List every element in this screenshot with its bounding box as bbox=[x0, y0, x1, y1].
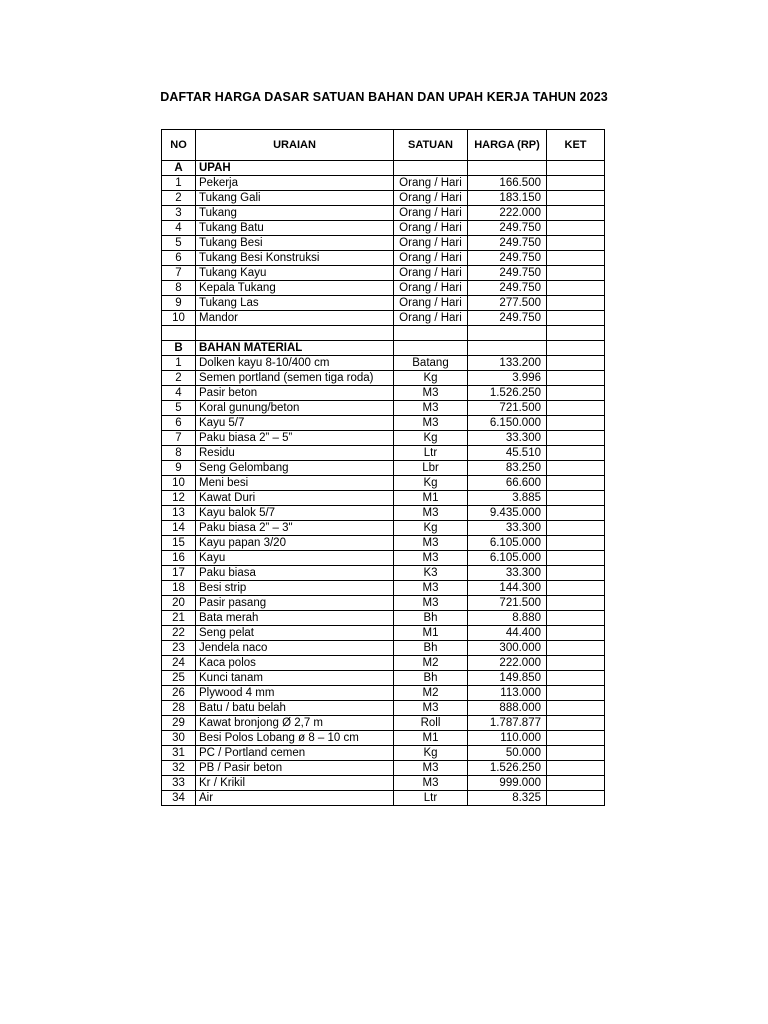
table-row bbox=[162, 416, 605, 431]
row-harga: 50.000 bbox=[468, 746, 547, 761]
row-harga: 277.500 bbox=[468, 296, 547, 311]
empty-cell bbox=[196, 326, 394, 341]
row-ket bbox=[547, 446, 605, 461]
row-ket bbox=[547, 311, 605, 326]
row-harga: 249.750 bbox=[468, 311, 547, 326]
row-ket bbox=[547, 641, 605, 656]
row-uraian: Kawat bronjong Ø 2,7 m bbox=[196, 716, 394, 731]
row-no: 20 bbox=[162, 596, 196, 611]
row-ket bbox=[547, 701, 605, 716]
row-ket bbox=[547, 371, 605, 386]
row-ket bbox=[547, 296, 605, 311]
row-harga: 249.750 bbox=[468, 221, 547, 236]
row-harga: 6.105.000 bbox=[468, 551, 547, 566]
row-uraian: Dolken kayu 8-10/400 cm bbox=[196, 356, 394, 371]
empty-cell bbox=[468, 326, 547, 341]
row-ket bbox=[547, 251, 605, 266]
row-satuan: M3 bbox=[394, 401, 468, 416]
row-harga: 149.850 bbox=[468, 671, 547, 686]
row-no: 2 bbox=[162, 371, 196, 386]
price-table bbox=[161, 129, 605, 806]
table-row bbox=[162, 596, 605, 611]
row-satuan: M3 bbox=[394, 386, 468, 401]
row-ket bbox=[547, 581, 605, 596]
row-ket bbox=[547, 686, 605, 701]
row-no: 4 bbox=[162, 386, 196, 401]
row-no: 3 bbox=[162, 206, 196, 221]
table-row bbox=[162, 521, 605, 536]
row-uraian: PB / Pasir beton bbox=[196, 761, 394, 776]
row-no: 5 bbox=[162, 236, 196, 251]
row-satuan: Kg bbox=[394, 521, 468, 536]
row-no: 7 bbox=[162, 431, 196, 446]
row-satuan: M3 bbox=[394, 551, 468, 566]
row-harga: 249.750 bbox=[468, 236, 547, 251]
row-uraian: Koral gunung/beton bbox=[196, 401, 394, 416]
spacer-row bbox=[162, 326, 605, 341]
row-uraian: Tukang Batu bbox=[196, 221, 394, 236]
row-no: 31 bbox=[162, 746, 196, 761]
row-satuan: Kg bbox=[394, 476, 468, 491]
row-satuan: M1 bbox=[394, 491, 468, 506]
row-harga: 888.000 bbox=[468, 701, 547, 716]
row-ket bbox=[547, 551, 605, 566]
row-no: 25 bbox=[162, 671, 196, 686]
row-no: 30 bbox=[162, 731, 196, 746]
row-satuan: Orang / Hari bbox=[394, 191, 468, 206]
section-code: B bbox=[162, 341, 196, 356]
row-harga: 3.885 bbox=[468, 491, 547, 506]
row-uraian: Kayu balok 5/7 bbox=[196, 506, 394, 521]
row-uraian: Kunci tanam bbox=[196, 671, 394, 686]
row-harga: 222.000 bbox=[468, 206, 547, 221]
row-satuan: Batang bbox=[394, 356, 468, 371]
empty-cell bbox=[547, 341, 605, 356]
row-satuan: M3 bbox=[394, 761, 468, 776]
empty-cell bbox=[468, 161, 547, 176]
row-uraian: Paku biasa bbox=[196, 566, 394, 581]
row-harga: 45.510 bbox=[468, 446, 547, 461]
row-uraian: Paku biasa 2” – 3" bbox=[196, 521, 394, 536]
table-row bbox=[162, 266, 605, 281]
row-no: 16 bbox=[162, 551, 196, 566]
empty-cell bbox=[547, 161, 605, 176]
header-ket: KET bbox=[547, 130, 605, 161]
row-uraian: Kepala Tukang bbox=[196, 281, 394, 296]
row-satuan: K3 bbox=[394, 566, 468, 581]
table-row bbox=[162, 581, 605, 596]
row-uraian: Pasir beton bbox=[196, 386, 394, 401]
row-harga: 1.526.250 bbox=[468, 761, 547, 776]
row-ket bbox=[547, 401, 605, 416]
row-no: 6 bbox=[162, 416, 196, 431]
table-row bbox=[162, 176, 605, 191]
row-ket bbox=[547, 731, 605, 746]
row-no: 28 bbox=[162, 701, 196, 716]
row-harga: 999.000 bbox=[468, 776, 547, 791]
row-ket bbox=[547, 776, 605, 791]
row-harga: 83.250 bbox=[468, 461, 547, 476]
row-satuan: Kg bbox=[394, 746, 468, 761]
row-satuan: M3 bbox=[394, 701, 468, 716]
table-row bbox=[162, 386, 605, 401]
row-uraian: Semen portland (semen tiga roda) bbox=[196, 371, 394, 386]
table-row bbox=[162, 791, 605, 806]
row-harga: 44.400 bbox=[468, 626, 547, 641]
table-row bbox=[162, 671, 605, 686]
row-ket bbox=[547, 266, 605, 281]
row-no: 34 bbox=[162, 791, 196, 806]
row-satuan: Orang / Hari bbox=[394, 221, 468, 236]
table-row bbox=[162, 281, 605, 296]
row-uraian: Tukang bbox=[196, 206, 394, 221]
row-uraian: Besi strip bbox=[196, 581, 394, 596]
table-row bbox=[162, 701, 605, 716]
table-row bbox=[162, 236, 605, 251]
row-no: 10 bbox=[162, 476, 196, 491]
row-ket bbox=[547, 176, 605, 191]
table-row bbox=[162, 296, 605, 311]
row-ket bbox=[547, 626, 605, 641]
row-uraian: Air bbox=[196, 791, 394, 806]
row-uraian: Tukang Besi Konstruksi bbox=[196, 251, 394, 266]
row-satuan: Orang / Hari bbox=[394, 176, 468, 191]
table-row bbox=[162, 446, 605, 461]
row-ket bbox=[547, 221, 605, 236]
row-satuan: M2 bbox=[394, 686, 468, 701]
row-ket bbox=[547, 236, 605, 251]
row-no: 21 bbox=[162, 611, 196, 626]
row-uraian: Bata merah bbox=[196, 611, 394, 626]
row-no: 10 bbox=[162, 311, 196, 326]
table-row bbox=[162, 401, 605, 416]
table-row bbox=[162, 776, 605, 791]
row-no: 2 bbox=[162, 191, 196, 206]
row-no: 32 bbox=[162, 761, 196, 776]
table-row bbox=[162, 461, 605, 476]
table-row bbox=[162, 611, 605, 626]
row-uraian: Jendela naco bbox=[196, 641, 394, 656]
row-ket bbox=[547, 461, 605, 476]
row-uraian: Seng Gelombang bbox=[196, 461, 394, 476]
row-uraian: Kawat Duri bbox=[196, 491, 394, 506]
row-ket bbox=[547, 596, 605, 611]
row-ket bbox=[547, 566, 605, 581]
row-ket bbox=[547, 746, 605, 761]
row-ket bbox=[547, 671, 605, 686]
row-harga: 6.150.000 bbox=[468, 416, 547, 431]
table-row bbox=[162, 221, 605, 236]
row-uraian: Kayu bbox=[196, 551, 394, 566]
row-uraian: Meni besi bbox=[196, 476, 394, 491]
row-no: 33 bbox=[162, 776, 196, 791]
table-row bbox=[162, 251, 605, 266]
row-satuan: Orang / Hari bbox=[394, 236, 468, 251]
header-satuan: SATUAN bbox=[394, 130, 468, 161]
empty-cell bbox=[547, 326, 605, 341]
table-row bbox=[162, 641, 605, 656]
row-harga: 113.000 bbox=[468, 686, 547, 701]
table-row bbox=[162, 311, 605, 326]
row-uraian: Residu bbox=[196, 446, 394, 461]
row-ket bbox=[547, 491, 605, 506]
row-satuan: Orang / Hari bbox=[394, 281, 468, 296]
empty-cell bbox=[394, 161, 468, 176]
row-no: 1 bbox=[162, 356, 196, 371]
row-no: 24 bbox=[162, 656, 196, 671]
row-satuan: M3 bbox=[394, 416, 468, 431]
table-row bbox=[162, 476, 605, 491]
table-body bbox=[162, 161, 605, 806]
row-harga: 249.750 bbox=[468, 281, 547, 296]
row-harga: 33.300 bbox=[468, 566, 547, 581]
row-uraian: Paku biasa 2” – 5” bbox=[196, 431, 394, 446]
row-no: 22 bbox=[162, 626, 196, 641]
table-row bbox=[162, 686, 605, 701]
row-uraian: Tukang Besi bbox=[196, 236, 394, 251]
row-no: 6 bbox=[162, 251, 196, 266]
row-harga: 166.500 bbox=[468, 176, 547, 191]
row-ket bbox=[547, 431, 605, 446]
row-uraian: PC / Portland cemen bbox=[196, 746, 394, 761]
row-harga: 133.200 bbox=[468, 356, 547, 371]
row-uraian: Pekerja bbox=[196, 176, 394, 191]
row-harga: 8.325 bbox=[468, 791, 547, 806]
row-satuan: Bh bbox=[394, 641, 468, 656]
table-header-row bbox=[162, 130, 605, 161]
row-uraian: Pasir pasang bbox=[196, 596, 394, 611]
row-no: 5 bbox=[162, 401, 196, 416]
row-no: 9 bbox=[162, 461, 196, 476]
table-row bbox=[162, 551, 605, 566]
table-row bbox=[162, 356, 605, 371]
row-harga: 222.000 bbox=[468, 656, 547, 671]
row-harga: 183.150 bbox=[468, 191, 547, 206]
row-uraian: Kaca polos bbox=[196, 656, 394, 671]
row-ket bbox=[547, 656, 605, 671]
row-ket bbox=[547, 716, 605, 731]
row-satuan: Orang / Hari bbox=[394, 266, 468, 281]
row-harga: 66.600 bbox=[468, 476, 547, 491]
row-satuan: M3 bbox=[394, 581, 468, 596]
section-row bbox=[162, 161, 605, 176]
row-uraian: Kayu 5/7 bbox=[196, 416, 394, 431]
row-uraian: Plywood 4 mm bbox=[196, 686, 394, 701]
row-no: 18 bbox=[162, 581, 196, 596]
row-satuan: M1 bbox=[394, 626, 468, 641]
row-satuan: Lbr bbox=[394, 461, 468, 476]
row-satuan: Orang / Hari bbox=[394, 311, 468, 326]
table-row bbox=[162, 536, 605, 551]
row-ket bbox=[547, 281, 605, 296]
row-ket bbox=[547, 521, 605, 536]
row-harga: 110.000 bbox=[468, 731, 547, 746]
row-ket bbox=[547, 506, 605, 521]
table-row bbox=[162, 716, 605, 731]
row-no: 15 bbox=[162, 536, 196, 551]
row-uraian: Tukang Gali bbox=[196, 191, 394, 206]
row-satuan: M3 bbox=[394, 536, 468, 551]
row-satuan: Kg bbox=[394, 431, 468, 446]
row-harga: 249.750 bbox=[468, 251, 547, 266]
row-harga: 3.996 bbox=[468, 371, 547, 386]
row-no: 26 bbox=[162, 686, 196, 701]
row-satuan: Kg bbox=[394, 371, 468, 386]
row-ket bbox=[547, 791, 605, 806]
table-row bbox=[162, 761, 605, 776]
row-ket bbox=[547, 386, 605, 401]
row-uraian: Seng pelat bbox=[196, 626, 394, 641]
table-row bbox=[162, 431, 605, 446]
row-no: 9 bbox=[162, 296, 196, 311]
row-satuan: Orang / Hari bbox=[394, 296, 468, 311]
row-harga: 300.000 bbox=[468, 641, 547, 656]
row-satuan: Orang / Hari bbox=[394, 251, 468, 266]
table-row bbox=[162, 626, 605, 641]
row-uraian: Batu / batu belah bbox=[196, 701, 394, 716]
section-name: UPAH bbox=[196, 161, 394, 176]
row-satuan: M2 bbox=[394, 656, 468, 671]
row-harga: 721.500 bbox=[468, 596, 547, 611]
row-ket bbox=[547, 416, 605, 431]
empty-cell bbox=[394, 341, 468, 356]
row-harga: 144.300 bbox=[468, 581, 547, 596]
row-uraian: Tukang Kayu bbox=[196, 266, 394, 281]
row-no: 4 bbox=[162, 221, 196, 236]
table-row bbox=[162, 191, 605, 206]
empty-cell bbox=[394, 326, 468, 341]
row-uraian: Kr / Krikil bbox=[196, 776, 394, 791]
row-satuan: Bh bbox=[394, 611, 468, 626]
row-no: 7 bbox=[162, 266, 196, 281]
table-row bbox=[162, 206, 605, 221]
table-row bbox=[162, 566, 605, 581]
section-row bbox=[162, 341, 605, 356]
row-harga: 721.500 bbox=[468, 401, 547, 416]
section-name: BAHAN MATERIAL bbox=[196, 341, 394, 356]
row-satuan: M1 bbox=[394, 731, 468, 746]
row-no: 13 bbox=[162, 506, 196, 521]
row-uraian: Besi Polos Lobang ø 8 – 10 cm bbox=[196, 731, 394, 746]
row-no: 1 bbox=[162, 176, 196, 191]
row-harga: 33.300 bbox=[468, 431, 547, 446]
table-row bbox=[162, 371, 605, 386]
header-no: NO bbox=[162, 130, 196, 161]
row-harga: 6.105.000 bbox=[468, 536, 547, 551]
document-title: DAFTAR HARGA DASAR SATUAN BAHAN DAN UPAH KERJA TAHUN 2023 bbox=[160, 90, 608, 104]
row-no: 17 bbox=[162, 566, 196, 581]
row-harga: 1.787.877 bbox=[468, 716, 547, 731]
row-satuan: Orang / Hari bbox=[394, 206, 468, 221]
header-uraian: URAIAN bbox=[196, 130, 394, 161]
table-row bbox=[162, 491, 605, 506]
row-no: 8 bbox=[162, 281, 196, 296]
table-row bbox=[162, 746, 605, 761]
row-satuan: Ltr bbox=[394, 446, 468, 461]
row-no: 14 bbox=[162, 521, 196, 536]
empty-cell bbox=[162, 326, 196, 341]
row-ket bbox=[547, 611, 605, 626]
row-uraian: Mandor bbox=[196, 311, 394, 326]
row-satuan: Bh bbox=[394, 671, 468, 686]
row-no: 23 bbox=[162, 641, 196, 656]
row-harga: 33.300 bbox=[468, 521, 547, 536]
empty-cell bbox=[468, 341, 547, 356]
row-ket bbox=[547, 536, 605, 551]
row-uraian: Kayu papan 3/20 bbox=[196, 536, 394, 551]
row-ket bbox=[547, 191, 605, 206]
header-harga: HARGA (RP) bbox=[468, 130, 547, 161]
row-no: 29 bbox=[162, 716, 196, 731]
row-no: 12 bbox=[162, 491, 196, 506]
row-harga: 9.435.000 bbox=[468, 506, 547, 521]
row-satuan: Ltr bbox=[394, 791, 468, 806]
row-ket bbox=[547, 761, 605, 776]
table-row bbox=[162, 731, 605, 746]
row-ket bbox=[547, 476, 605, 491]
row-ket bbox=[547, 206, 605, 221]
section-code: A bbox=[162, 161, 196, 176]
row-harga: 249.750 bbox=[468, 266, 547, 281]
table-row bbox=[162, 656, 605, 671]
row-uraian: Tukang Las bbox=[196, 296, 394, 311]
row-satuan: Roll bbox=[394, 716, 468, 731]
row-satuan: M3 bbox=[394, 596, 468, 611]
row-satuan: M3 bbox=[394, 776, 468, 791]
row-ket bbox=[547, 356, 605, 371]
row-satuan: M3 bbox=[394, 506, 468, 521]
row-harga: 1.526.250 bbox=[468, 386, 547, 401]
table-row bbox=[162, 506, 605, 521]
row-harga: 8.880 bbox=[468, 611, 547, 626]
row-no: 8 bbox=[162, 446, 196, 461]
